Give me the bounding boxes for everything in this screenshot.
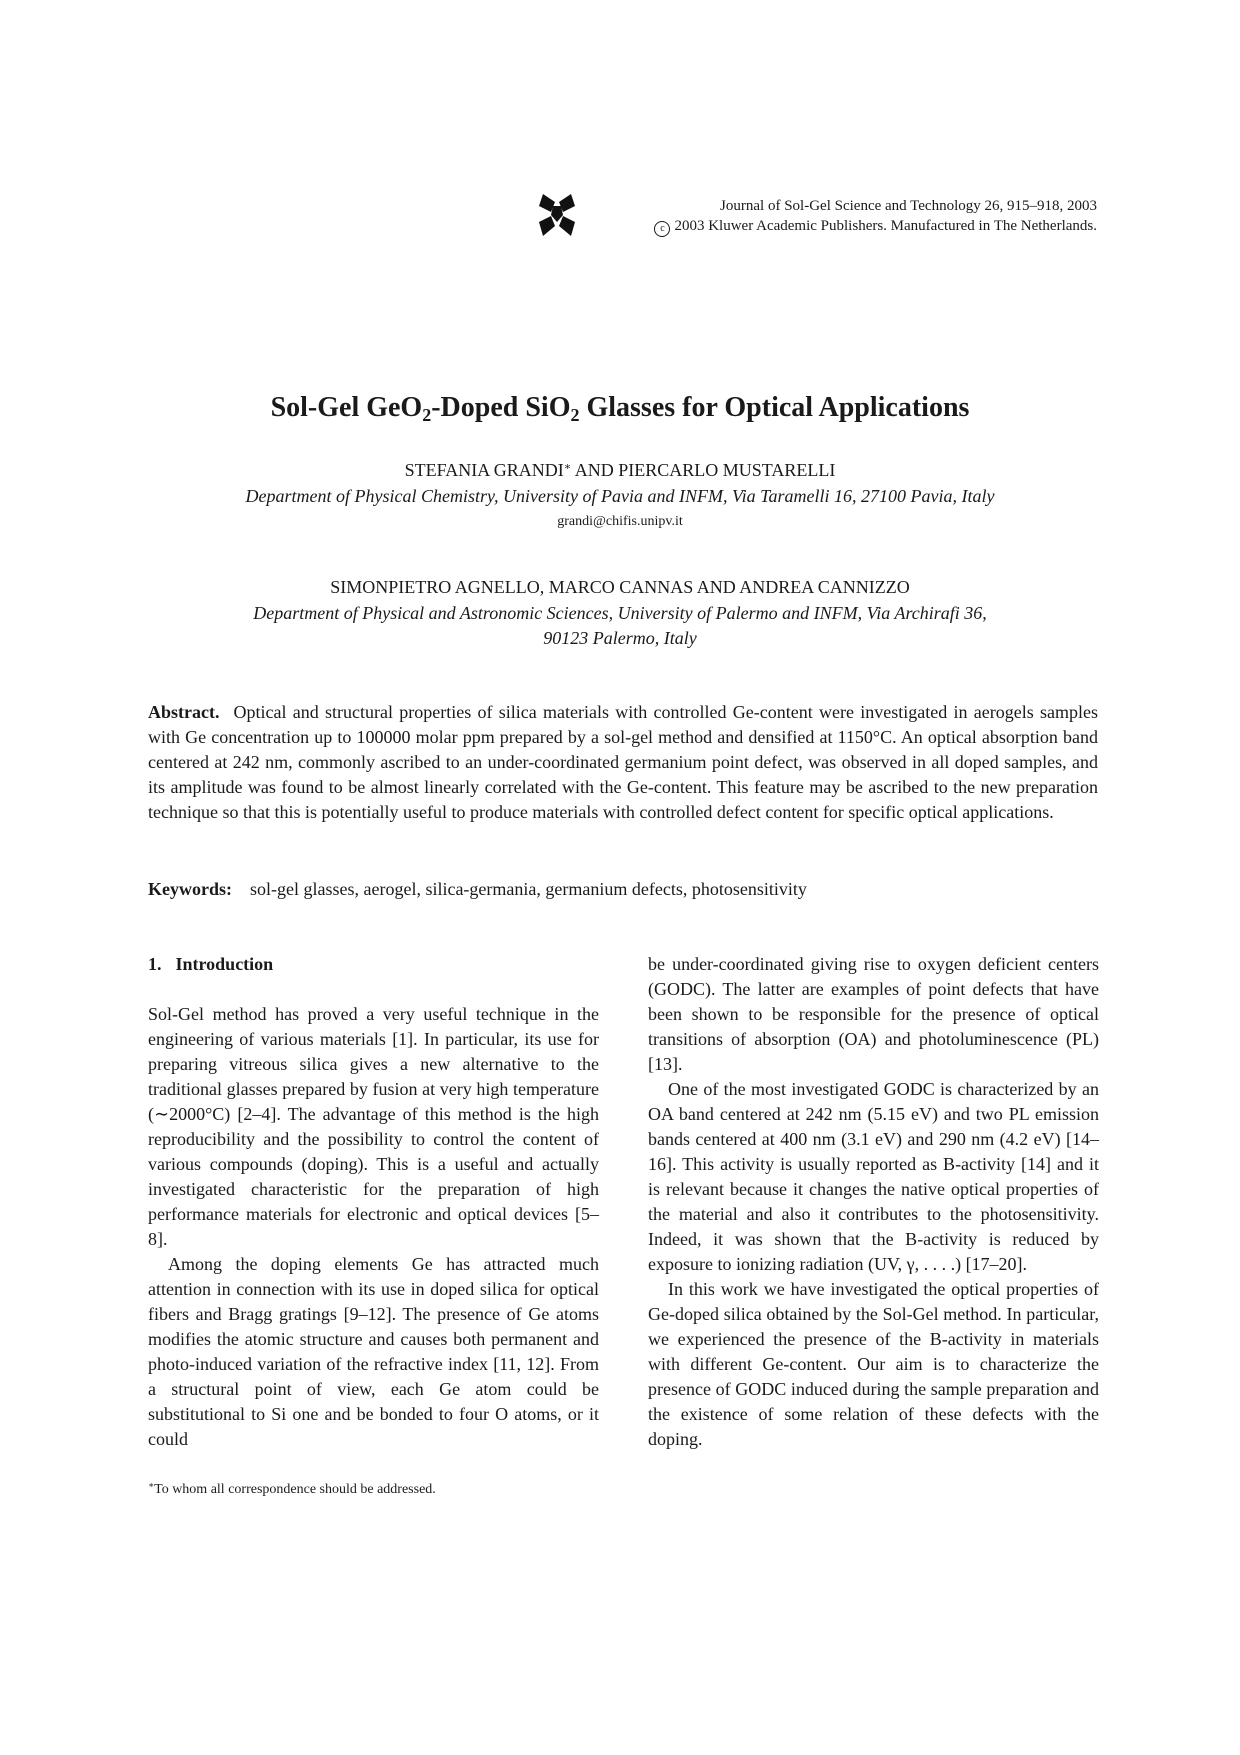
left-column bbox=[148, 952, 599, 1452]
affiliation-1: Department of Physical Chemistry, University of Pavia and INFM, Via Taramelli 16, 27100 Pavia, Italy bbox=[245, 486, 995, 506]
journal-citation: Journal of Sol-Gel Science and Technology 26, 915–918, 2003 bbox=[720, 198, 1097, 214]
corresponding-author-mark: ∗ bbox=[563, 461, 572, 473]
footnote: ∗To whom all correspondence should be addressed. bbox=[148, 1480, 436, 1497]
copyright-icon: c bbox=[654, 221, 670, 237]
copyright-line: c 2003 Kluwer Academic Publishers. Manufactured in The Netherlands. bbox=[654, 216, 1097, 237]
abstract-text: Optical and structural properties of silica materials with controlled Ge-content were investigated in aerogels samples with Ge concentration up to 100000 molar ppm prepared by a sol-gel method and densified at 1150°C. An optical absorption band centered at 242 nm, commonly ascribed to an under-coordinated germanium point defect, was observed in all doped samples, and its amplitude was found to be almost linearly correlated with the Ge-content. This feature may be ascribed to the new preparation technique so that this is potentially useful to produce materials with controlled defect content for specific optical applications. bbox=[148, 702, 1098, 822]
section-heading: 1. Introduction bbox=[148, 954, 274, 974]
right-column bbox=[648, 952, 1099, 1452]
publisher-logo-icon bbox=[537, 192, 577, 238]
keywords-text: sol-gel glasses, aerogel, silica-germania, germanium defects, photosensitivity bbox=[250, 879, 807, 899]
affiliation-2-line-2: 90123 Palermo, Italy bbox=[543, 628, 697, 648]
keywords bbox=[148, 877, 1098, 902]
author-list-1: STEFANIA GRANDI∗ AND PIERCARLO MUSTARELLI bbox=[404, 460, 836, 480]
abstract bbox=[148, 700, 1098, 825]
paper-title: Sol-Gel GeO$_2$-Doped SiO$_2$ Glasses for Optical Applications bbox=[270, 392, 970, 425]
affiliation-2-line-1: Department of Physical and Astronomic Sciences, University of Palermo and INFM, Via Archirafi 36, bbox=[253, 603, 987, 623]
intro-paragraph-1: Sol-Gel method has proved a very useful technique in the engineering of various materials [1]. In particular, its use for preparing vitreous silica gives a new alternative to the traditional glasses prepared by fusion at very high temperature (∼2000°C) [2–4]. The advantage of this method is the high reproducibility and the possibility to control the content of various compounds (doping). This is a useful and actually investigated characteristic for the preparation of high performance materials for electronic and optical devices [5–8]. bbox=[148, 1004, 599, 1249]
author-email: grandi@chifis.unipv.it bbox=[557, 514, 683, 529]
author-list-2: SIMONPIETRO AGNELLO, MARCO CANNAS AND ANDREA CANNIZZO bbox=[330, 577, 910, 597]
intro-paragraph-5: In this work we have investigated the optical properties of Ge-doped silica obtained by the Sol-Gel method. In particular, we experienced the presence of the B-activity in materials with different Ge-content. Our aim is to characterize the presence of GODC induced during the sample preparation and the existence of some relation of these defects with the doping. bbox=[648, 1279, 1099, 1449]
intro-paragraph-4: One of the most investigated GODC is characterized by an OA band centered at 242 nm (5.15 eV) and two PL emission bands centered at 400 nm (3.1 eV) and 290 nm (4.2 eV) [14–16]. This activity is usually reported as B-activity [14] and it is relevant because it changes the native optical properties of the material and also it contributes to the photosensitivity. Indeed, it was shown that the B-activity is reduced by exposure to ionizing radiation (UV, γ, . . . .) [17–20]. bbox=[648, 1079, 1099, 1274]
intro-paragraph-3: be under-coordinated giving rise to oxygen deficient centers (GODC). The latter are examples of point defects that have been shown to be responsible for the presence of optical transitions of absorption (OA) and photoluminescence (PL) [13]. bbox=[648, 954, 1099, 1074]
abstract-label: Abstract. bbox=[148, 702, 220, 722]
journal-header bbox=[537, 196, 1097, 244]
intro-paragraph-2: Among the doping elements Ge has attracted much attention in connection with its use in doped silica for optical fibers and Bragg gratings [9–12]. The presence of Ge atoms modifies the atomic structure and causes both permanent and photo-induced variation of the refractive index [11, 12]. From a structural point of view, each Ge atom could be substitutional to Si one and be bonded to four O atoms, or it could bbox=[148, 1254, 599, 1449]
keywords-label: Keywords: bbox=[148, 879, 232, 899]
